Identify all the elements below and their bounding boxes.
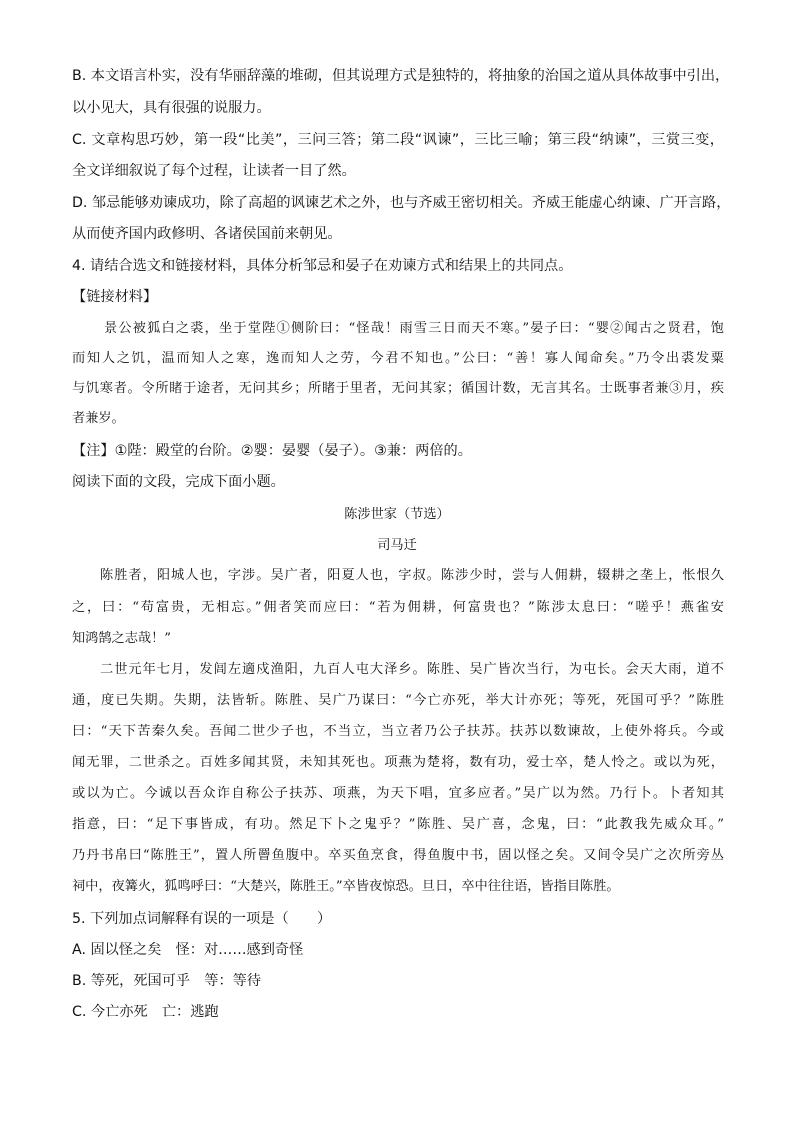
passage-author: 司马迁 [377, 538, 417, 553]
option-c-line-1: C. 文章构思巧妙，第一段“比美”，三问三答；第二段“讽谏”，三比三喻；第三段“纳谏”，三赏三变， [72, 132, 724, 148]
question-4: 4. 请结合选文和链接材料，具体分析邹忌和晏子在劝谏方式和结果上的共同点。 [72, 258, 573, 274]
reading-instruction: 阅读下面的文段，完成下面小题。 [72, 474, 285, 490]
passage-line: 知鸿鹄之志哉！” [72, 631, 172, 646]
link-material-heading: 【链接材料】 [72, 289, 158, 305]
option-a: A. 固以怪之矣 怪：对……感到奇怪 [72, 942, 304, 958]
passage-title: 陈涉世家（节选） [344, 507, 450, 522]
passage-line: 之，曰：“苟富贵，无相忘。”佣者笑而应曰：“若为佣耕，何富贵也？”陈涉太息曰：“嗟乎！燕雀安 [72, 600, 724, 615]
passage-line: 指意，曰：“足下事皆成，有功。然足下卜之鬼乎？”陈胜、吴广喜，念鬼，曰：“此教我先威众耳。” [72, 817, 724, 832]
link-material-line: 景公被狐白之裘，坐于堂陛①侧阶曰：“怪哉！雨雪三日而天不寒。”晏子曰：“婴②闻古之贤君，饱 [104, 321, 724, 336]
passage-line: 乃丹书帛曰“陈胜王”，置人所罾鱼腹中。卒买鱼烹食，得鱼腹中书，固以怪之矣。又间令吴广之次所旁丛 [72, 848, 724, 863]
link-material-line: 而知人之饥，温而知人之寒，逸而知人之劳，今君不知也。”公曰：“善！寡人闻命矣。”乃令出裘发粟 [72, 351, 724, 366]
passage-line: 通，度已失期。失期，法皆斩。陈胜、吴广乃谋曰：“今亡亦死，举大计亦死；等死，死国可乎？”陈胜 [72, 693, 724, 708]
link-material-line: 与饥寒者。令所睹于途者，无问其乡；所睹于里者，无问其家；循国计数，无言其名。士既事者兼③月，疾 [72, 381, 724, 396]
question-5: 5. 下列加点词解释有误的一项是（ ） [72, 911, 332, 927]
passage-line: 祠中，夜篝火，狐鸣呼曰：“大楚兴，陈胜王。”卒皆夜惊恐。旦日，卒中往往语，皆指目陈胜。 [72, 879, 620, 894]
passage-line: 或以为亡。今诚以吾众诈自称公子扶苏、项燕，为天下唱，宜多应者。”吴广以为然。乃行卜。卜者知其 [72, 786, 724, 801]
option-b-line-2: 以小见大，具有很强的说服力。 [72, 100, 271, 116]
option-b: B. 等死，死国可乎 等：等待 [72, 973, 262, 989]
footnote: 【注】①陛：殿堂的台阶。②婴：晏婴（晏子）。③兼：两倍的。 [72, 443, 472, 459]
option-c: C. 今亡亦死 亡：逃跑 [72, 1004, 219, 1020]
option-d-line-2: 从而使齐国内政修明、各诸侯国前来朝见。 [72, 226, 342, 242]
option-d-line-1: D. 邹忌能够劝谏成功，除了高超的讽谏艺术之外，也与齐威王密切相关。齐威王能虚心纳谏、广开言路， [72, 195, 731, 211]
passage-line: 陈胜者，阳城人也，字涉。吴广者，阳夏人也，字叔。陈涉少时，尝与人佣耕，辍耕之垄上，怅恨久 [100, 568, 724, 583]
option-c-line-2: 全文详细叙说了每个过程，让读者一目了然。 [72, 163, 356, 179]
passage-line: 二世元年七月，发闾左適戍渔阳，九百人屯大泽乡。陈胜、吴广皆次当行，为屯长。会天大雨，道不 [100, 662, 724, 677]
link-material-line: 者兼岁。 [72, 411, 125, 426]
passage-line: 曰：“天下苦秦久矣。吾闻二世少子也，不当立，当立者乃公子扶苏。扶苏以数谏故，上使外将兵。今或 [72, 724, 724, 739]
option-b-line-1: B. 本文语言朴实，没有华丽辞藻的堆砌，但其说理方式是独特的，将抽象的治国之道从具体故事中引出， [72, 68, 730, 84]
passage-line: 闻无罪，二世杀之。百姓多闻其贤，未知其死也。项燕为楚将，数有功，爱士卒，楚人怜之。或以为死， [72, 755, 724, 770]
